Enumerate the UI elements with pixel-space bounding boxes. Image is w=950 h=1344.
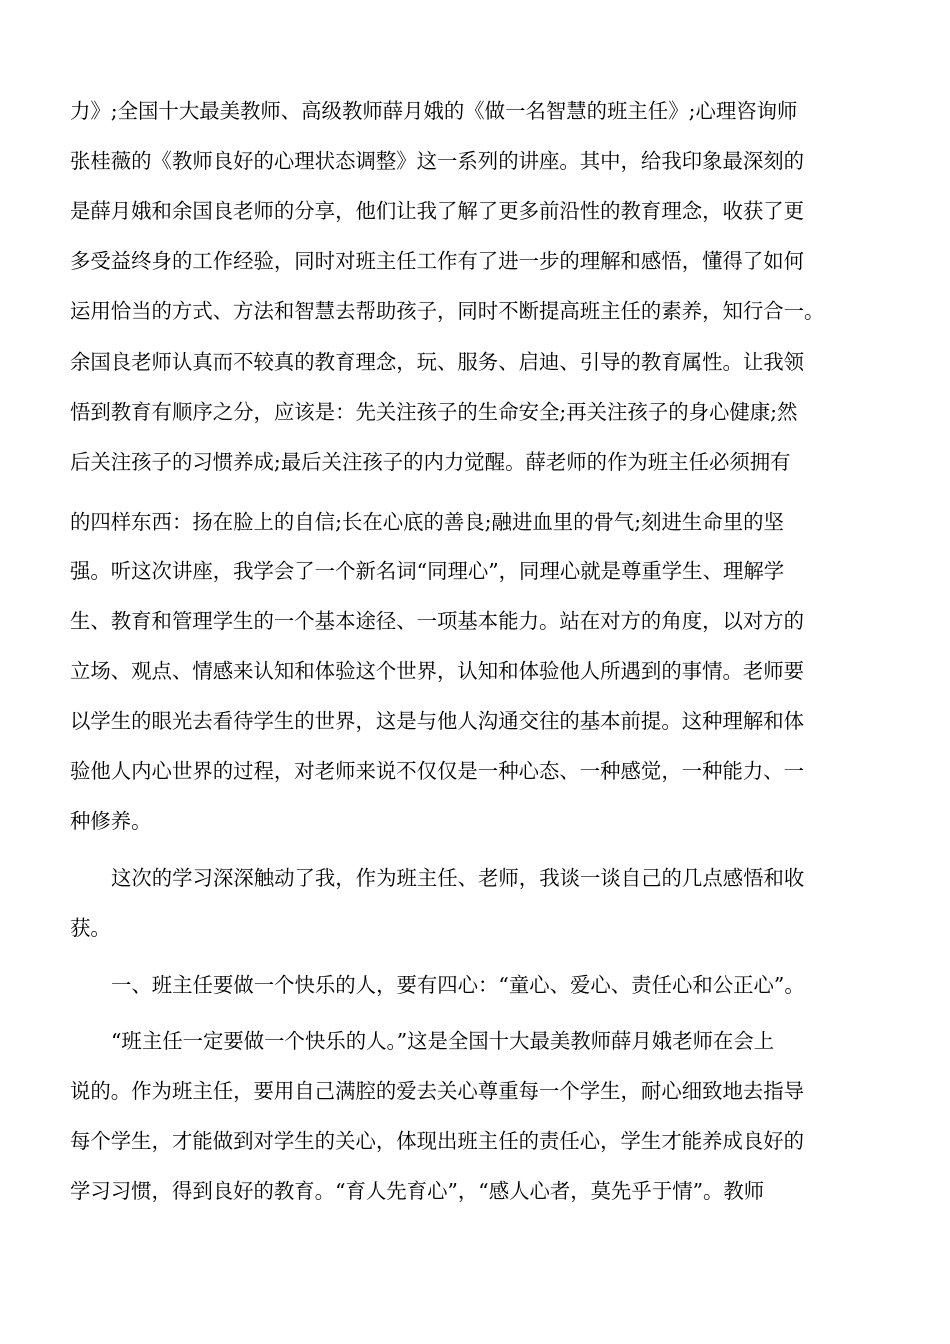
- text-line: 这次的学习深深触动了我，作为班主任、老师，我谈一谈自己的几点感悟和收: [111, 866, 805, 890]
- text-line: 生、教育和管理学生的一个基本途径、一项基本能力。站在对方的角度，以对方的: [70, 609, 805, 633]
- text-line: 多受益终身的工作经验，同时对班主任工作有了进一步的理解和感悟，懂得了如何: [70, 249, 805, 273]
- text-line: 运用恰当的方式、方法和智慧去帮助孩子，同时不断提高班主任的素养，知行合一。: [70, 299, 825, 323]
- text-line: 每个学生，才能做到对学生的关心，体现出班主任的责任心，学生才能养成良好的: [70, 1129, 805, 1153]
- text-line: 立场、观点、情感来认知和体验这个世界，认知和体验他人所遇到的事情。老师要: [70, 659, 805, 683]
- text-line: 余国良老师认真而不较真的教育理念，玩、服务、启迪、引导的教育属性。让我领: [70, 350, 805, 374]
- text-line: 说的。作为班主任，要用自己满腔的爱去关心尊重每一个学生，耐心细致地去指导: [70, 1079, 805, 1103]
- text-line: 强。听这次讲座，我学会了一个新名词“同理心”，同理心就是尊重学生、理解学: [70, 559, 785, 583]
- text-line: 种修养。: [70, 809, 152, 833]
- text-line: 悟到教育有顺序之分，应该是：先关注孩子的生命安全;再关注孩子的身心健康;然: [70, 400, 798, 424]
- text-line: 后关注孩子的习惯养成;最后关注孩子的内力觉醒。薛老师的作为班主任必须拥有: [70, 450, 791, 474]
- section-heading: 一、班主任要做一个快乐的人，要有四心：“童心、爱心、责任心和公正心”。: [111, 973, 805, 997]
- text-line: 学习习惯，得到良好的教育。“育人先育心”，“感人心者，莫先乎于情”。教师: [70, 1179, 765, 1203]
- text-line: 获。: [70, 916, 111, 940]
- text-line: 力》;全国十大最美教师、高级教师薛月娥的《做一名智慧的班主任》;心理咨询师: [70, 99, 798, 123]
- text-line: 是薛月娥和余国良老师的分享，他们让我了解了更多前沿性的教育理念，收获了更: [70, 199, 805, 223]
- text-line: 的四样东西：扬在脸上的自信;长在心底的善良;融进血里的骨气;刻进生命里的坚: [70, 510, 784, 534]
- text-line: 以学生的眼光去看待学生的世界，这是与他人沟通交往的基本前提。这种理解和体: [70, 709, 805, 733]
- text-line: 验他人内心世界的过程，对老师来说不仅仅是一种心态、一种感觉，一种能力、一: [70, 759, 805, 783]
- text-line: 张桂薇的《教师良好的心理状态调整》这一系列的讲座。其中，给我印象最深刻的: [70, 149, 805, 173]
- text-line: “班主任一定要做一个快乐的人。”这是全国十大最美教师薛月娥老师在会上: [111, 1029, 775, 1053]
